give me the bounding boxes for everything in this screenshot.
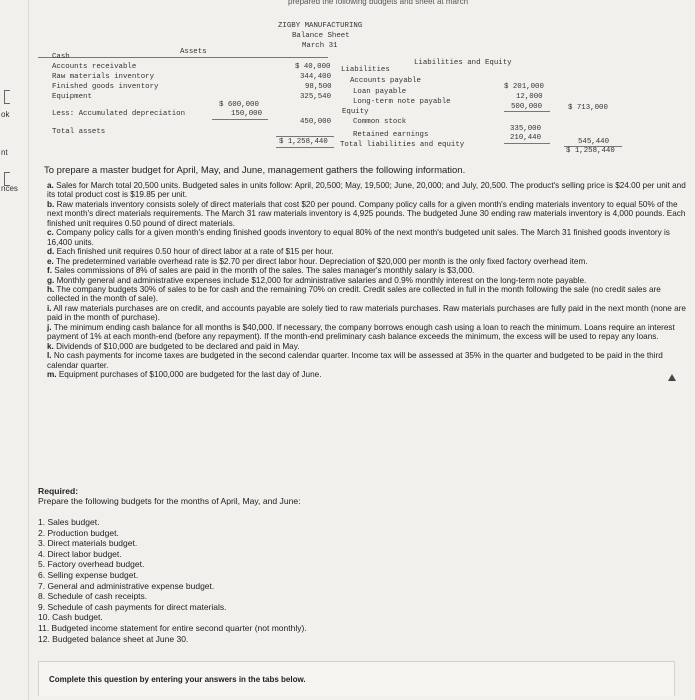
cut-heading: prepared the following budgets and sheet at march (288, 0, 469, 6)
intro-text: To prepare a master budget for April, May, and June, management gathers the following information. (44, 165, 466, 176)
liab-label: Accounts payable (350, 77, 421, 85)
divider (276, 136, 334, 137)
list-item (47, 181, 687, 200)
divider (276, 147, 334, 148)
item-label: k. (47, 341, 54, 351)
asset-label: Cash (52, 53, 70, 61)
equity-total: 545,440 (578, 138, 610, 146)
list-item (47, 342, 687, 351)
liab-label: Loan payable (353, 88, 407, 96)
item-text: Equipment purchases of $100,000 are budgeted for the last day of June. (58, 370, 322, 380)
asset-sub: $ 600,000 (219, 101, 259, 109)
list-item (47, 257, 687, 266)
answer-tabs-panel (38, 661, 675, 696)
item-label: j. (47, 322, 52, 332)
statement-title: Balance Sheet (292, 32, 350, 40)
sidebar-item[interactable]: ok (1, 110, 10, 119)
asset-label: Finished goods inventory (52, 83, 159, 91)
info-list (47, 181, 687, 380)
item-text: The minimum ending cash balance for all months is $40,000. If necessary, the company borrows enough cash using a loan to reach the minimum. Loans require an interest payment of 1% at each month-end (before any repayment). If the month-end preliminary cash balance exceeds the minimum, the excess will be used to repay any loans. (47, 322, 675, 342)
divider (504, 111, 550, 112)
item-label: d. (47, 247, 55, 257)
item-text: Dividends of $10,000 are budgeted to be declared and paid in May. (56, 341, 300, 351)
list-item (47, 370, 687, 379)
required-text: Prepare the following budgets for the months of April, May, and June: (38, 496, 301, 506)
asset-amount: 344,400 (300, 73, 332, 81)
item-text: Monthly general and administrative expenses include $12,000 for administrative salaries and 0.9% monthly interest on the long-term note payable. (56, 275, 587, 285)
list-item: 3. Direct materials budget. (38, 538, 138, 549)
asset-label: Less: Accumulated depreciation (52, 110, 186, 118)
liab-header: Liabilities and Equity (414, 59, 512, 67)
asset-sub: 150,000 (231, 110, 263, 118)
liab-amount: 12,000 (516, 93, 543, 101)
list-item (47, 200, 687, 228)
list-item (47, 285, 687, 304)
equity-title: Equity (342, 108, 369, 116)
list-item: 1. Sales budget. (38, 517, 100, 527)
asset-label: Accounts receivable (52, 63, 137, 71)
item-label: l. (47, 351, 52, 361)
asset-amount: 450,000 (300, 118, 332, 126)
item-label: g. (47, 275, 55, 285)
item-text: Each finished unit requires 0.50 hour of direct labor at a rate of $15 per hour. (56, 247, 334, 257)
item-label: a. (47, 181, 54, 190)
assets-header: Assets (180, 48, 207, 56)
statement-date: March 31 (302, 42, 338, 50)
divider (212, 119, 268, 120)
item-text: The company budgets 30% of sales to be for cash and the remaining 70% on credit. Credit sales are collected in full in the month following the sale (no credit sales are collected in the month of sale). (47, 284, 661, 304)
item-label: e. (47, 256, 54, 266)
list-item: 12. Budgeted balance sheet at June 30. (38, 633, 189, 644)
liab-title: Liabilities (341, 66, 390, 74)
asset-amount: 98,500 (305, 83, 332, 91)
sidebar-marker (4, 90, 10, 104)
total-liab-amount: $ 1,258,440 (566, 147, 615, 155)
list-item: 6. Selling expense budget. (38, 569, 139, 580)
item-label: f. (47, 266, 53, 276)
item-text: The predetermined variable overhead rate is $2.70 per direct labor hour. Depreciation of $20,000 per month is the only fixed factory overhead item. (55, 256, 588, 266)
asset-amount: $ 40,000 (295, 63, 331, 71)
liab-amount: 500,000 (511, 103, 543, 111)
list-item: 2. Production budget. (38, 527, 119, 538)
sidebar-item[interactable]: nt (1, 148, 8, 157)
equity-amount: 210,440 (510, 134, 542, 142)
item-text: Sales commissions of 8% of sales are paid in the month of the sales. The sales manager's monthly salary is $3,000. (54, 266, 475, 276)
list-item: 7. General and administrative expense budget. (38, 580, 215, 591)
list-item: 5. Factory overhead budget. (38, 559, 145, 570)
list-item: 8. Schedule of cash receipts. (38, 591, 148, 602)
total-liab-label: Total liabilities and equity (340, 141, 465, 149)
required-heading: Required: (38, 486, 79, 496)
list-item (47, 351, 687, 370)
list-item: 10. Cash budget. (38, 612, 103, 623)
item-text: No cash payments for income taxes are budgeted in the second calendar quarter. Income tax will be assessed at 35% in the quarter and budgeted to be paid in the third calendar quarter. (47, 351, 663, 370)
list-item: 4. Direct labor budget. (38, 548, 122, 559)
equity-amount: 335,000 (510, 125, 542, 133)
liab-label: Long-term note payable (353, 98, 451, 106)
equity-label: Retained earnings (353, 131, 429, 139)
balance-sheet (38, 0, 658, 155)
item-text: Raw materials inventory consists solely of direct materials that cost $20 per pound. Company policy calls for a given month's ending materials inventory to equal 50% of the next month's direct materials requirements. The March 31 raw materials inventory is 4,925 pounds. The budgeted June 30 ending raw materials inventory is 4,000 pounds. Each finished unit requires 0.50 pound of direct materials. (47, 199, 686, 228)
item-label: b. (47, 199, 55, 209)
list-item (47, 266, 687, 275)
list-item (47, 276, 687, 285)
divider (38, 57, 328, 58)
list-item (47, 247, 687, 256)
mouse-cursor-icon (668, 374, 676, 381)
list-item: 11. Budgeted income statement for entire second quarter (not monthly). (38, 622, 307, 633)
total-assets-label: Total assets (52, 128, 106, 136)
tabs-instruction: Complete this question by entering your answers in the tabs below. (49, 675, 306, 684)
asset-label: Raw materials inventory (52, 73, 155, 81)
total-assets-amount: $ 1,258,440 (279, 138, 328, 146)
item-label: m. (47, 370, 57, 380)
divider (504, 143, 550, 144)
asset-label: Equipment (52, 93, 92, 101)
liab-amount: $ 201,000 (504, 83, 544, 91)
item-label: c. (47, 228, 54, 238)
sidebar-item[interactable]: nces (1, 184, 18, 193)
item-label: h. (47, 284, 55, 294)
required-section (38, 486, 678, 506)
item-text: All raw materials purchases are on credit, and accounts payable are solely tied to raw materials purchases. Raw materials purchases are fully paid in the next month (none are paid in the month of purchase). (47, 303, 686, 323)
company-name: ZIGBY MANUFACTURING (278, 22, 363, 30)
list-item (47, 323, 687, 342)
liab-total: $ 713,000 (568, 104, 608, 112)
left-sidebar (0, 0, 29, 700)
list-item: 9. Schedule of cash payments for direct materials. (38, 601, 227, 612)
list-item (47, 228, 687, 247)
list-item (47, 304, 687, 323)
asset-amount: 325,540 (300, 93, 332, 101)
item-text: Company policy calls for a given month's ending finished goods inventory to equal 80% of the next month's budgeted unit sales. The March 31 finished goods inventory is 16,400 units. (47, 228, 670, 247)
item-text: Sales for March total 20,500 units. Budgeted sales in units follow: April, 20,500; May, 19,500; June, 20,000; and July, 20,500. The product's selling price is $24.00 per unit and its total product cost is $19.85 per unit. (47, 181, 686, 200)
equity-label: Common stock (353, 118, 407, 126)
item-label: i. (47, 303, 52, 313)
required-list (38, 517, 678, 644)
